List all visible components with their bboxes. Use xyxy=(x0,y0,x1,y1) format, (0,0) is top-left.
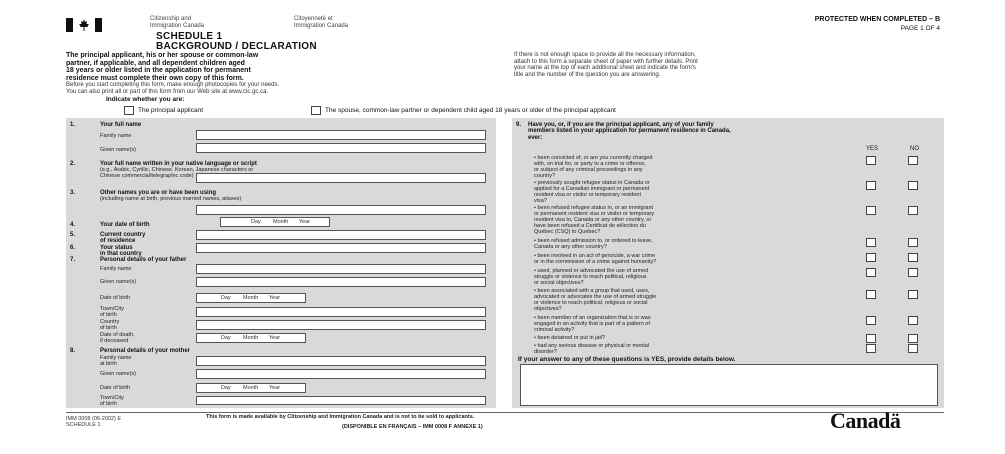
q9-item4-no-checkbox[interactable] xyxy=(908,238,918,247)
q9-item: • been involved in an act of genocide, a war crime or in the commission of a crime against humanity? xyxy=(534,253,657,266)
q7-family-label: Family name xyxy=(100,266,132,272)
q8-label: Personal details of your mother xyxy=(100,348,191,354)
page-number: PAGE 1 OF 4 xyxy=(900,25,940,32)
q5-number: 5. xyxy=(70,232,76,238)
french-availability: (DISPONIBLE EN FRANÇAIS – IMM 0008 F ANNEXE 1) xyxy=(342,424,483,430)
q9-item5-yes-checkbox[interactable] xyxy=(866,253,876,262)
q9-item9-yes-checkbox[interactable] xyxy=(866,334,876,343)
q9-item7-yes-checkbox[interactable] xyxy=(866,290,876,299)
q8-family-label: Family name at birth xyxy=(100,355,132,367)
q9-details-textarea[interactable] xyxy=(520,364,938,406)
q8-town-label: Town/City of birth xyxy=(100,395,124,407)
q5-country-of-residence-field[interactable] xyxy=(196,230,486,240)
photocopy-note: Before you start completing this form, make enough photocopies for your needs. You can also print all or part of this form from our Web site at www.cic.gc.ca. xyxy=(66,82,280,95)
q6-status-field[interactable] xyxy=(196,243,486,253)
q1-family-name-field[interactable] xyxy=(196,130,486,140)
q9-yes-header: YES xyxy=(866,146,879,152)
q9-item3-yes-checkbox[interactable] xyxy=(866,206,876,215)
indicate-label: Indicate whether you are: xyxy=(106,96,185,103)
department-name-fr: Citoyenneté et Immigration Canada xyxy=(294,16,349,29)
canada-flag-icon xyxy=(66,18,102,32)
q9-item: • been convicted of, or are you currently charged with, on trial for, or party to a crime or offence, or subject of any criminal proceedings in any country? xyxy=(534,155,653,180)
q2-sublabel: (e.g., Arabic, Cyrillic, Chinese, Korean, Japanese characters or Chinese commercial/telegraphic code) xyxy=(100,167,254,179)
q6-label: Your status in that country xyxy=(100,245,142,258)
q7-dob-label: Date of birth xyxy=(100,295,130,301)
q7-father-death-field[interactable]: Day Month Year xyxy=(196,333,306,343)
q9-item4-yes-checkbox[interactable] xyxy=(866,238,876,247)
form-identifier: IMM 0008 (06-2002) E SCHEDULE 1 xyxy=(66,416,122,429)
q9-item10-no-checkbox[interactable] xyxy=(908,344,918,353)
q9-item2-yes-checkbox[interactable] xyxy=(866,181,876,190)
q7-country-label: Country of birth xyxy=(100,319,120,331)
form-title: BACKGROUND / DECLARATION xyxy=(156,41,317,52)
q8-mother-given-name-field[interactable] xyxy=(196,369,486,379)
q3-number: 3. xyxy=(70,190,76,196)
q2-label: Your full name written in your native language or script xyxy=(100,161,257,167)
q7-father-family-name-field[interactable] xyxy=(196,264,486,274)
q9-item: • been associated with a group that used, uses, advocated or advocates the use of armed struggle or violence to reach political, religious or social objectives? xyxy=(534,288,657,313)
q7-father-country-field[interactable] xyxy=(196,320,486,330)
q7-number: 7. xyxy=(70,257,76,263)
q7-father-town-field[interactable] xyxy=(196,307,486,317)
q8-mother-town-field[interactable] xyxy=(196,396,486,405)
q9-item8-no-checkbox[interactable] xyxy=(908,316,918,325)
q3-other-names-field[interactable] xyxy=(196,205,486,215)
q8-mother-family-name-field[interactable] xyxy=(196,356,486,366)
q6-number: 6. xyxy=(70,245,76,251)
q1-family-label: Family name xyxy=(100,133,132,139)
q7-father-given-name-field[interactable] xyxy=(196,277,486,287)
q9-item5-no-checkbox[interactable] xyxy=(908,253,918,262)
dependent-applicant-label: The spouse, common-law partner or dependent child aged 18 years or older of the principal applicant xyxy=(325,107,616,114)
form-page xyxy=(46,10,946,440)
q9-item: • previously sought refugee status in Canada or applied for a Canadian immigrant or permanent resident visa or visitor or temporary resident visa? xyxy=(534,180,650,205)
q9-item1-yes-checkbox[interactable] xyxy=(866,156,876,165)
dependent-applicant-checkbox[interactable] xyxy=(311,106,321,115)
q9-item: • used, planned or advocated the use of armed struggle or violence to reach political, religious or social objectives? xyxy=(534,268,649,287)
q1-given-name-field[interactable] xyxy=(196,143,486,153)
q2-native-name-field[interactable] xyxy=(196,173,486,183)
canada-wordmark: Canadä xyxy=(830,408,901,433)
q3-label: Other names you are or have been using xyxy=(100,190,217,196)
q7-death-label: Date of death, if deceased xyxy=(100,332,135,344)
q9-item9-no-checkbox[interactable] xyxy=(908,334,918,343)
q9-number: 9. xyxy=(516,122,522,128)
q9-item: • had any serious disease or physical or mental disorder? xyxy=(534,343,650,356)
q3-sublabel: (including name at birth, previous married names, aliases) xyxy=(100,196,242,202)
q9-item2-no-checkbox[interactable] xyxy=(908,181,918,190)
q9-item1-no-checkbox[interactable] xyxy=(908,156,918,165)
principal-applicant-checkbox[interactable] xyxy=(124,106,134,115)
footer-divider xyxy=(66,412,944,413)
q1-label: Your full name xyxy=(100,122,142,128)
q9-item: • been refused admission to, or ordered to leave, Canada or any other country? xyxy=(534,238,653,251)
q9-item8-yes-checkbox[interactable] xyxy=(866,316,876,325)
q9-item6-no-checkbox[interactable] xyxy=(908,268,918,277)
schedule-number: SCHEDULE 1 xyxy=(156,31,223,42)
q9-item3-no-checkbox[interactable] xyxy=(908,206,918,215)
q9-item10-yes-checkbox[interactable] xyxy=(866,344,876,353)
q8-dob-label: Date of birth xyxy=(100,385,130,391)
q9-details-instruction: If your answer to any of these questions is YES, provide details below. xyxy=(518,356,736,363)
q9-no-header: NO xyxy=(910,146,919,152)
q5-label: Current country of residence xyxy=(100,232,146,245)
q9-item7-no-checkbox[interactable] xyxy=(908,290,918,299)
q9-item: • been member of an organization that is or was engaged in an activity that is part of a pattern of criminal activity? xyxy=(534,315,651,334)
q4-date-of-birth-field[interactable]: Day Month Year xyxy=(220,217,330,227)
q8-mother-dob-field[interactable]: Day Month Year xyxy=(196,383,306,393)
intro-instructions: The principal applicant, his or her spouse or common-law partner, if applicable, and all dependent children aged 18 years or older listed in the application for permanent residence must complete their own copy of this form. xyxy=(66,52,259,83)
q9-item: • been detained or put in jail? xyxy=(534,335,606,341)
q7-given-label: Given name(s) xyxy=(100,279,137,285)
q9-label: Have you, or, if you are the principal applicant, any of your family members listed in your application for permanent residence in Canada, ever: xyxy=(528,122,731,141)
department-name-en: Citizenship and Immigration Canada xyxy=(150,16,205,29)
q9-item6-yes-checkbox[interactable] xyxy=(866,268,876,277)
q1-given-label: Given name(s) xyxy=(100,147,137,153)
distribution-notice: This form is made available by Citizenship and Immigration Canada and is not to be sold to applicants. xyxy=(206,414,475,420)
q7-father-dob-field[interactable]: Day Month Year xyxy=(196,293,306,303)
q4-number: 4. xyxy=(70,222,76,228)
extra-space-instructions: If there is not enough space to provide all the necessary information, attach to this form a separate sheet of paper with further details. Print your name at the top of each additional sheet and indicate the form's title and the number of the question you are answering. xyxy=(514,52,698,78)
principal-applicant-label: The principal applicant xyxy=(138,107,204,114)
q2-number: 2. xyxy=(70,161,76,167)
q8-number: 8. xyxy=(70,348,76,354)
q7-label: Personal details of your father xyxy=(100,257,187,263)
q9-item: • been refused refugee status in, or an immigrant or permanent resident visa or visitor or temporary resident visa to, Canada or any other country, or have been refused a Certificat de sélection du Québec (CSQ) to Quebec? xyxy=(534,205,655,236)
q7-town-label: Town/City of birth xyxy=(100,306,124,318)
q1-number: 1. xyxy=(70,122,76,128)
q4-label: Your date of birth xyxy=(100,222,150,228)
protected-notice: PROTECTED WHEN COMPLETED – B xyxy=(814,16,940,23)
q8-given-label: Given name(s) xyxy=(100,371,137,377)
